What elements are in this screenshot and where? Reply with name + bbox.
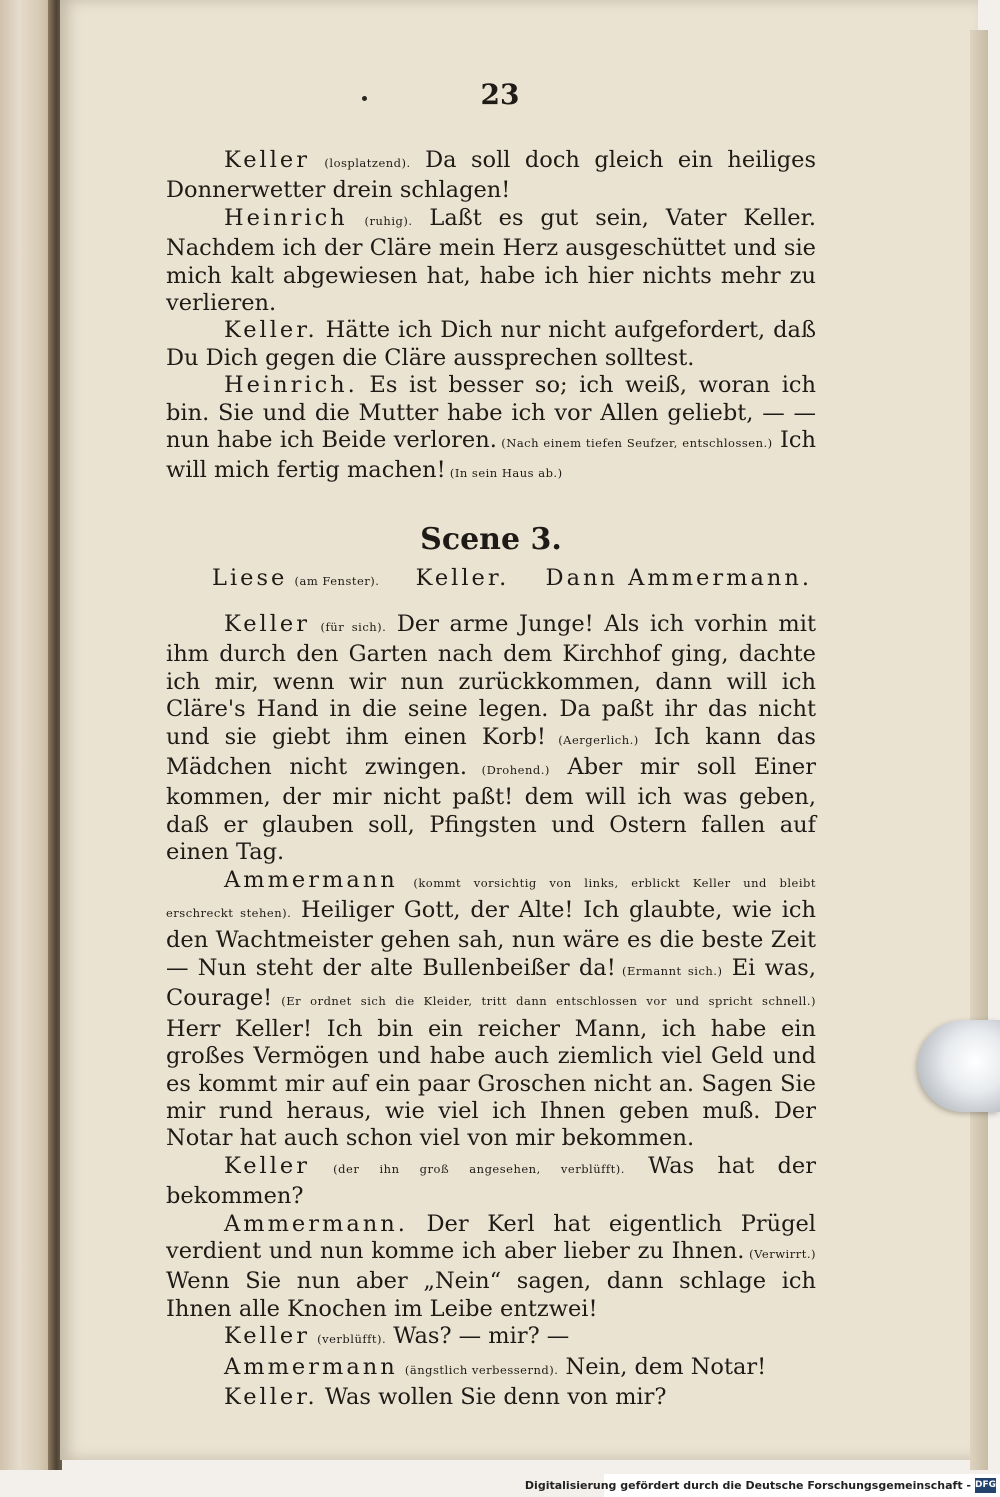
book-left-page-edge bbox=[0, 0, 55, 1470]
speech-text: Ich kann das Mädchen nicht zwingen. bbox=[166, 723, 816, 781]
printer-dot bbox=[362, 96, 367, 101]
dfg-logo: DFG bbox=[975, 1478, 996, 1493]
dialogue-block-top bbox=[166, 147, 816, 488]
dialogue-paragraph bbox=[166, 1354, 816, 1384]
speaker-name: Keller bbox=[224, 611, 310, 637]
stage-direction: (für sich). bbox=[320, 620, 387, 634]
digitization-footer bbox=[524, 1474, 1000, 1497]
speech-text: Es ist besser so; ich weiß, woran ich bin. Sie und die Mutter habe ich vor Allen geliebt, — — nun habe ich Beide verloren. bbox=[166, 372, 816, 454]
cast-name: Liese bbox=[212, 565, 288, 591]
stage-direction: (Ermannt sich.) bbox=[615, 963, 723, 978]
speech-text: Aber mir soll Einer kommen, der mir nicht paßt! dem will ich was geben, daß er glauben soll, Pfingsten und Ostern fallen auf einen Tag. bbox=[166, 754, 817, 866]
dialogue-block-bottom bbox=[166, 611, 816, 1411]
speaker-name: Keller bbox=[224, 1323, 310, 1350]
stage-direction: (ängstlich verbessernd). bbox=[404, 1362, 559, 1377]
stage-direction: (kommt vorsichtig von links, erblickt Keller und bleibt erschreckt stehen). bbox=[166, 875, 816, 921]
cast-name: Keller. bbox=[415, 565, 510, 591]
stage-direction: (ruhig). bbox=[364, 213, 413, 228]
scene-heading: Scene 3. bbox=[420, 522, 562, 557]
speech-text: Der Kerl hat eigentlich Prügel verdient und nun komme ich aber lieber zu Ihnen. bbox=[166, 1210, 816, 1264]
dialogue-paragraph bbox=[166, 867, 816, 1153]
speech-text: Der arme Junge! Als ich vorhin mit ihm durch den Garten nach dem Kirchhof ging, dachte ich mir, wenn wir nun zurückkommen, dann will ich Cläre's Hand in die seine legen. Da paßt ihr das nicht und sie giebt ihm einen Korb! bbox=[166, 611, 816, 750]
stage-direction: (Nach einem tiefen Seufzer, entschlossen.) bbox=[496, 436, 773, 451]
speech-text: Ei was, Courage! bbox=[166, 954, 816, 1012]
funding-notice: Digitalisierung gefördert durch die Deutsche Forschungsgemeinschaft - bbox=[524, 1479, 971, 1492]
speaker-name: Ammermann bbox=[224, 1353, 398, 1380]
dialogue-paragraph bbox=[166, 611, 816, 867]
page-stack-edge bbox=[970, 30, 988, 1470]
cast-entry bbox=[212, 565, 379, 591]
speaker-name: Keller. bbox=[224, 317, 318, 344]
stage-direction: (Verwirrt.) bbox=[744, 1246, 816, 1261]
speaker-name: Heinrich. bbox=[224, 372, 358, 399]
cast-stage-direction: (am Fenster). bbox=[294, 574, 380, 588]
stage-direction: (Drohend.) bbox=[466, 763, 550, 778]
dialogue-paragraph bbox=[166, 205, 816, 318]
stage-direction: (In sein Haus ab.) bbox=[445, 466, 563, 481]
speech-text: Was hat der bekommen? bbox=[166, 1152, 816, 1210]
speech-text: Hätte ich Dich nur nicht aufgefordert, daß Du Dich gegen die Cläre aussprechen solltest. bbox=[166, 317, 816, 371]
stage-direction: (losplatzend). bbox=[324, 156, 411, 170]
dialogue-paragraph bbox=[166, 372, 816, 488]
stage-direction: (Aergerlich.) bbox=[545, 732, 639, 747]
speaker-name: Keller. bbox=[224, 1383, 318, 1410]
scene-cast-list bbox=[212, 565, 812, 591]
speech-text: Laßt es gut sein, Vater Keller. Nachdem ich der Cläre mein Herz ausgeschüttet und sie mich kalt abgewiesen hat, habe ich hier nichts mehr zu verlieren. bbox=[166, 204, 817, 317]
speech-text: Nein, dem Notar! bbox=[558, 1353, 767, 1380]
stage-direction: (Er ordnet sich die Kleider, tritt dann entschlossen vor und spricht schnell.) bbox=[272, 994, 816, 1009]
speaker-name: Keller bbox=[224, 147, 310, 173]
page-number: 23 bbox=[480, 78, 520, 111]
dialogue-paragraph bbox=[166, 1384, 816, 1411]
speech-text: Heiliger Gott, der Alte! Ich glaubte, wie ich den Wachtmeister gehen sah, nun wäre es die beste Zeit — Nun steht der alte Bullenbeißer da! bbox=[166, 897, 816, 981]
dialogue-paragraph bbox=[166, 147, 816, 205]
speaker-name: Ammermann. bbox=[224, 1210, 408, 1237]
speaker-name: Ammermann bbox=[224, 866, 398, 893]
speech-text: Wenn Sie nun aber „Nein“ sagen, dann schlage ich Ihnen alle Knochen im Leibe entzwei! bbox=[166, 1268, 816, 1322]
speech-text: Was wollen Sie denn von mir? bbox=[317, 1383, 667, 1410]
dialogue-paragraph bbox=[166, 1323, 816, 1353]
speech-text: Da soll doch gleich ein heiliges Donnerwetter drein schlagen! bbox=[166, 147, 817, 204]
dialogue-paragraph bbox=[166, 317, 816, 372]
cast-name: Dann Ammermann. bbox=[545, 565, 812, 591]
speech-text: Was? — mir? — bbox=[386, 1323, 570, 1350]
speaker-name: Heinrich bbox=[224, 204, 348, 231]
dialogue-paragraph bbox=[166, 1211, 816, 1324]
speech-text: Ich will mich fertig machen! bbox=[166, 427, 816, 484]
dialogue-paragraph bbox=[166, 1153, 816, 1211]
stage-direction: (der ihn groß angesehen, verblüfft). bbox=[333, 1161, 625, 1176]
speech-text: Herr Keller! Ich bin ein reicher Mann, ich habe ein großes Vermögen und habe auch ziemlich viel Geld und es kommt mir auf ein paar Groschen nicht an. Sagen Sie mir rund heraus, wie viel ich Ihnen geben muß. Der Notar hat auch schon viel von mir bekommen. bbox=[166, 1015, 816, 1152]
speaker-name: Keller bbox=[224, 1152, 310, 1179]
page-holder-clip bbox=[918, 1020, 1000, 1112]
stage-direction: (verblüfft). bbox=[317, 1332, 387, 1347]
